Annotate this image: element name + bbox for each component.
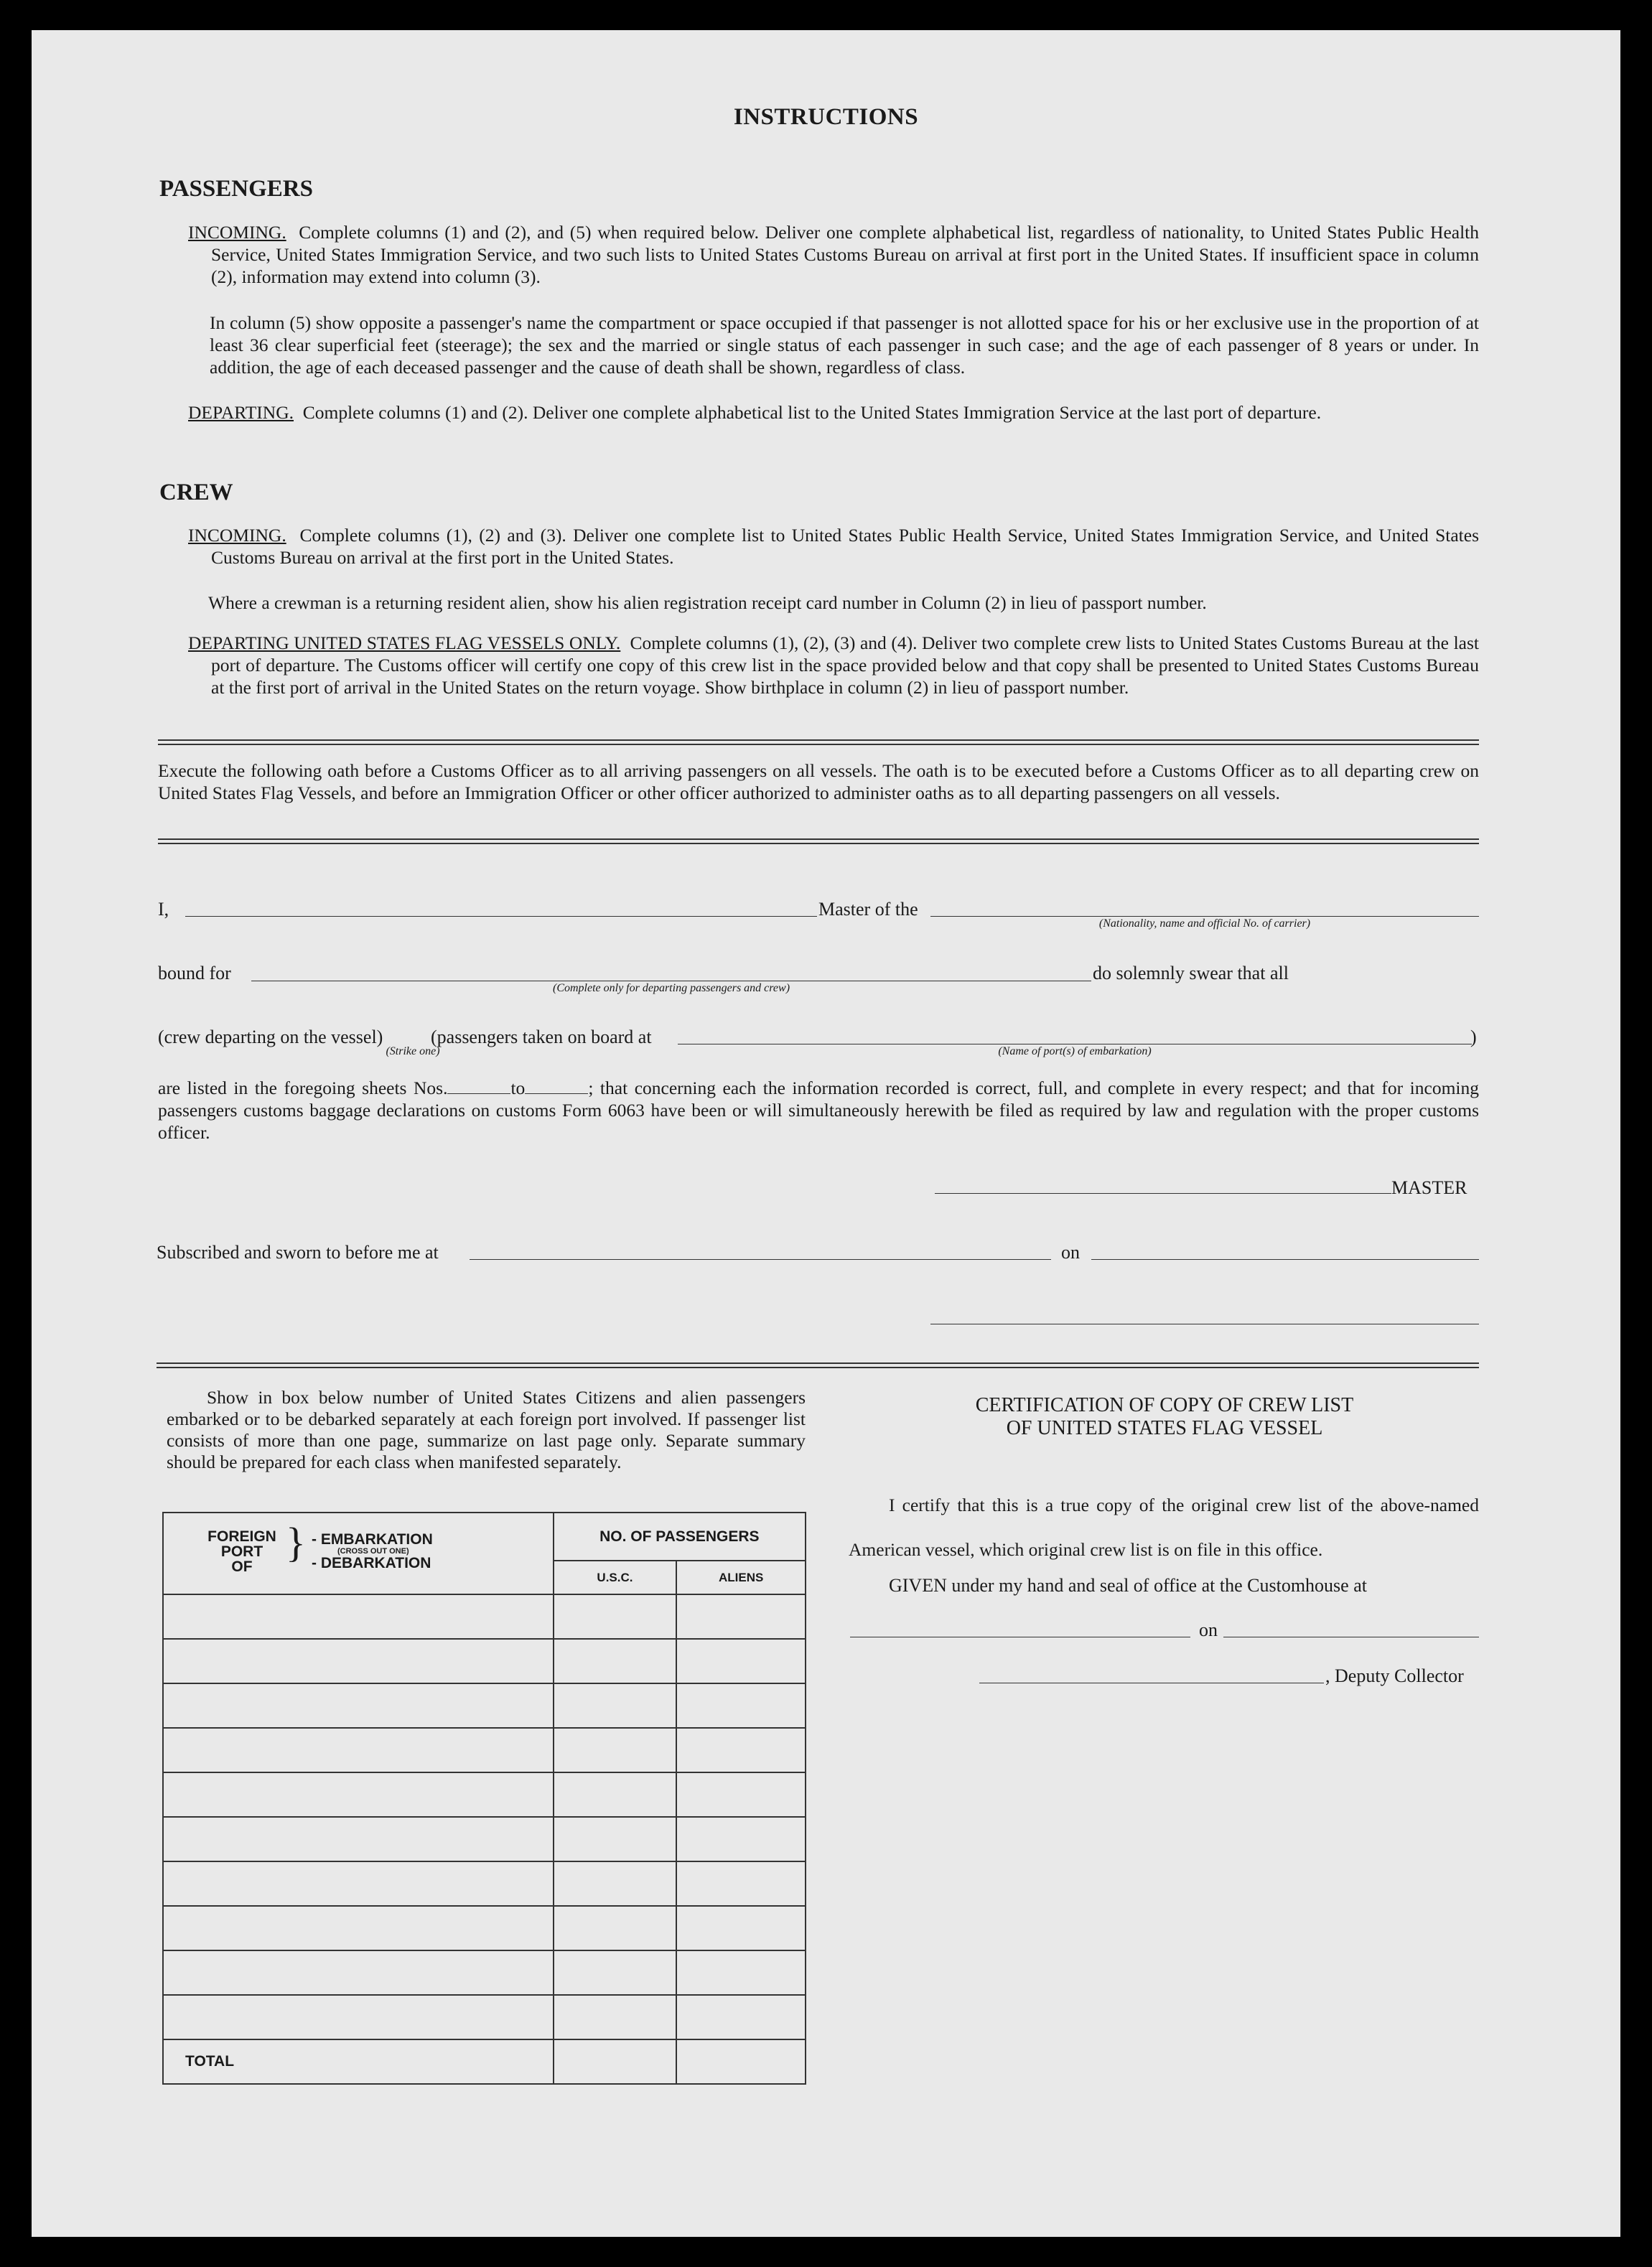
port-cell[interactable] bbox=[163, 1683, 554, 1728]
sheet-from-field[interactable] bbox=[447, 1093, 510, 1094]
crew-incoming-text: Complete columns (1), (2) and (3). Deliver one complete list to United States Public Health Service, United States Immigration Service, and United States Customs Bureau on arrival at the first port in the United States. bbox=[211, 525, 1479, 568]
subscribed-label: Subscribed and sworn to before me at bbox=[157, 1242, 439, 1263]
port-cell[interactable] bbox=[163, 1594, 554, 1639]
swear-label: do solemnly swear that all bbox=[1093, 963, 1289, 983]
passengers-taken-option[interactable]: (passengers taken on board at bbox=[431, 1027, 652, 1047]
port-cell[interactable] bbox=[163, 1772, 554, 1817]
debarkation-label[interactable]: - DEBARKATION bbox=[312, 1555, 431, 1571]
usc-cell[interactable] bbox=[554, 1728, 677, 1772]
aliens-cell[interactable] bbox=[676, 1817, 806, 1861]
oath-intro-paragraph: Execute the following oath before a Customs Officer as to all arriving passengers on all vessels. The oath is to be executed before a Customs Officer as to all departing crew on United States Flag Vessels, and before an Immigration Officer or other officer authorized to administer oaths as to all departing passengers on all vessels. bbox=[158, 760, 1479, 803]
table-row bbox=[163, 1728, 806, 1772]
aliens-cell[interactable] bbox=[676, 1772, 806, 1817]
divider bbox=[157, 1362, 1479, 1364]
page-title: INSTRUCTIONS bbox=[733, 104, 919, 130]
passenger-summary-table bbox=[162, 1512, 806, 2085]
summary-instructions: Show in box below number of United States Citizens and alien passengers embarked or to be debarked separately at each foreign port involved. If passenger list consists of more than one page, summarize on last page only. Separate summary should be prepared for each class when manifested separately. bbox=[167, 1387, 806, 1472]
divider bbox=[157, 1367, 1479, 1368]
certify-paragraph: I certify that this is a true copy of the original crew list of the above-named American vessel, which original crew list is on file in this office. bbox=[849, 1495, 1479, 1560]
crew-incoming-label: INCOMING. bbox=[188, 525, 286, 546]
sheet-to-field[interactable] bbox=[525, 1093, 588, 1094]
foreign-port-header bbox=[163, 1513, 554, 1594]
table-row bbox=[163, 1683, 806, 1728]
crew-heading: CREW bbox=[159, 480, 233, 505]
port-cell[interactable] bbox=[163, 1906, 554, 1950]
crew-departing-label: DEPARTING UNITED STATES FLAG VESSELS ONLY. bbox=[188, 632, 621, 653]
table-row bbox=[163, 1817, 806, 1861]
master-signature-field[interactable] bbox=[935, 1193, 1391, 1194]
crew-incoming-paragraph bbox=[188, 524, 1479, 569]
port-cell[interactable] bbox=[163, 1817, 554, 1861]
foreign-label: FOREIGN bbox=[207, 1528, 276, 1545]
aliens-cell[interactable] bbox=[676, 1950, 806, 1995]
master-name-field[interactable] bbox=[185, 916, 817, 917]
to-label: to bbox=[510, 1078, 526, 1098]
ports-caption: (Name of port(s) of embarkation) bbox=[998, 1045, 1152, 1057]
passengers-incoming-label: INCOMING. bbox=[188, 222, 286, 243]
divider bbox=[158, 838, 1479, 840]
listed-prefix: are listed in the foregoing sheets Nos. bbox=[158, 1078, 448, 1098]
table-row bbox=[163, 1861, 806, 1906]
strike-one-caption: (Strike one) bbox=[386, 1045, 440, 1057]
sworn-on-label: on bbox=[1061, 1242, 1080, 1263]
embarkation-label[interactable]: - EMBARKATION bbox=[312, 1531, 433, 1548]
port-cell[interactable] bbox=[163, 1950, 554, 1995]
total-label: TOTAL bbox=[163, 2039, 554, 2084]
aliens-cell[interactable] bbox=[676, 1906, 806, 1950]
aliens-cell[interactable] bbox=[676, 1728, 806, 1772]
crew-departing-option[interactable]: (crew departing on the vessel) bbox=[158, 1027, 383, 1047]
crew-departing-text: Complete columns (1), (2), (3) and (4). Deliver two complete crew lists to United States Customs Bureau at the last port of departure. The Customs officer will certify one copy of this crew list in the space provided below and that copy shall be presented to United States Customs Bureau at the first port of arrival in the United States on the return voyage. Show birthplace in column (2) in lieu of passport number. bbox=[211, 632, 1479, 698]
cross-out-caption: (CROSS OUT ONE) bbox=[337, 1547, 409, 1556]
passengers-heading: PASSENGERS bbox=[159, 176, 313, 202]
port-cell[interactable] bbox=[163, 1728, 554, 1772]
total-row bbox=[163, 2039, 806, 2084]
table-row bbox=[163, 1639, 806, 1683]
usc-cell[interactable] bbox=[554, 1950, 677, 1995]
usc-cell[interactable] bbox=[554, 1639, 677, 1683]
aliens-cell[interactable] bbox=[676, 1995, 806, 2039]
port-cell[interactable] bbox=[163, 1861, 554, 1906]
table-row bbox=[163, 1995, 806, 2039]
passengers-departing-paragraph bbox=[188, 401, 1479, 424]
passengers-column5-paragraph: In column (5) show opposite a passenger's name the compartment or space occupied if that passenger is not allotted space for his or her exclusive use in the proportion of at least 36 clear superficial feet (steerage); the sex and the married or single status of each passenger in such case; and the age of each passenger of 8 years or under. In addition, the age of each deceased passenger and the cause of death shall be shown, regardless of class. bbox=[210, 312, 1479, 378]
crew-resident-paragraph: Where a crewman is a returning resident alien, show his alien registration receipt card number in Column (2) in lieu of passport number. bbox=[208, 592, 1207, 613]
bound-for-caption: (Complete only for departing passengers and crew) bbox=[552, 982, 790, 994]
port-label: PORT bbox=[220, 1543, 263, 1560]
passengers-incoming-paragraph bbox=[188, 221, 1479, 288]
master-label: MASTER bbox=[1391, 1177, 1467, 1198]
usc-cell[interactable] bbox=[554, 1683, 677, 1728]
of-label: OF bbox=[231, 1558, 253, 1575]
aliens-cell[interactable] bbox=[676, 1683, 806, 1728]
bound-for-label: bound for bbox=[158, 963, 231, 983]
certification-on-label: on bbox=[1199, 1619, 1218, 1640]
port-cell[interactable] bbox=[163, 1995, 554, 2039]
sworn-place-field[interactable] bbox=[470, 1259, 1051, 1260]
given-text: GIVEN under my hand and seal of office at the Customhouse at bbox=[889, 1575, 1367, 1596]
table-row bbox=[163, 1594, 806, 1639]
master-of-label: Master of the bbox=[818, 899, 918, 920]
usc-cell[interactable] bbox=[554, 1772, 677, 1817]
divider bbox=[158, 843, 1479, 844]
passengers-incoming-text: Complete columns (1) and (2), and (5) when required below. Deliver one complete alphabetical list, regardless of nationality, to United States Public Health Service, United States Immigration Service, and two such lists to United States Customs Bureau on arrival at first port in the United States. If insufficient space in column (2), information may extend into column (3). bbox=[211, 222, 1479, 287]
sworn-date-field[interactable] bbox=[1091, 1259, 1479, 1260]
certification-heading-line1: CERTIFICATION OF COPY OF CREW LIST bbox=[975, 1394, 1354, 1416]
aliens-cell[interactable] bbox=[676, 1639, 806, 1683]
usc-header: U.S.C. bbox=[554, 1561, 677, 1594]
port-cell[interactable] bbox=[163, 1639, 554, 1683]
no-passengers-header: NO. OF PASSENGERS bbox=[554, 1513, 806, 1561]
divider bbox=[158, 744, 1479, 745]
usc-cell[interactable] bbox=[554, 1995, 677, 2039]
table-row bbox=[163, 1950, 806, 1995]
carrier-field[interactable] bbox=[930, 916, 1479, 917]
passengers-departing-label: DEPARTING. bbox=[188, 402, 294, 423]
total-aliens-cell[interactable] bbox=[676, 2039, 806, 2084]
aliens-cell[interactable] bbox=[676, 1594, 806, 1639]
brace-icon: } bbox=[286, 1519, 306, 1566]
usc-cell[interactable] bbox=[554, 1906, 677, 1950]
usc-cell[interactable] bbox=[554, 1861, 677, 1906]
table-row bbox=[163, 1772, 806, 1817]
total-usc-cell[interactable] bbox=[554, 2039, 677, 2084]
aliens-header: ALIENS bbox=[676, 1561, 806, 1594]
usc-cell[interactable] bbox=[554, 1817, 677, 1861]
listed-paragraph bbox=[158, 1077, 1479, 1144]
listed-text: ; that concerning each the information recorded is correct, full, and complete in every respect; and that for incoming passengers customs baggage declarations on customs Form 6063 have been or will simultaneously herewith be filed as required by law and regulation with the proper customs officer. bbox=[158, 1078, 1479, 1143]
oath-i-label: I, bbox=[158, 899, 169, 920]
certification-heading bbox=[849, 1394, 1480, 1440]
certification-heading-line2: OF UNITED STATES FLAG VESSEL bbox=[1006, 1417, 1323, 1439]
passengers-departing-text: Complete columns (1) and (2). Deliver one complete alphabetical list to the United States Immigration Service at the last port of departure. bbox=[302, 402, 1322, 423]
carrier-caption: (Nationality, name and official No. of carrier) bbox=[1098, 917, 1311, 930]
close-paren: ) bbox=[1470, 1027, 1477, 1047]
deputy-collector-label: , Deputy Collector bbox=[1325, 1665, 1464, 1686]
divider bbox=[158, 739, 1479, 741]
crew-departing-paragraph bbox=[188, 632, 1479, 698]
usc-cell[interactable] bbox=[554, 1594, 677, 1639]
table-row bbox=[163, 1906, 806, 1950]
aliens-cell[interactable] bbox=[676, 1861, 806, 1906]
